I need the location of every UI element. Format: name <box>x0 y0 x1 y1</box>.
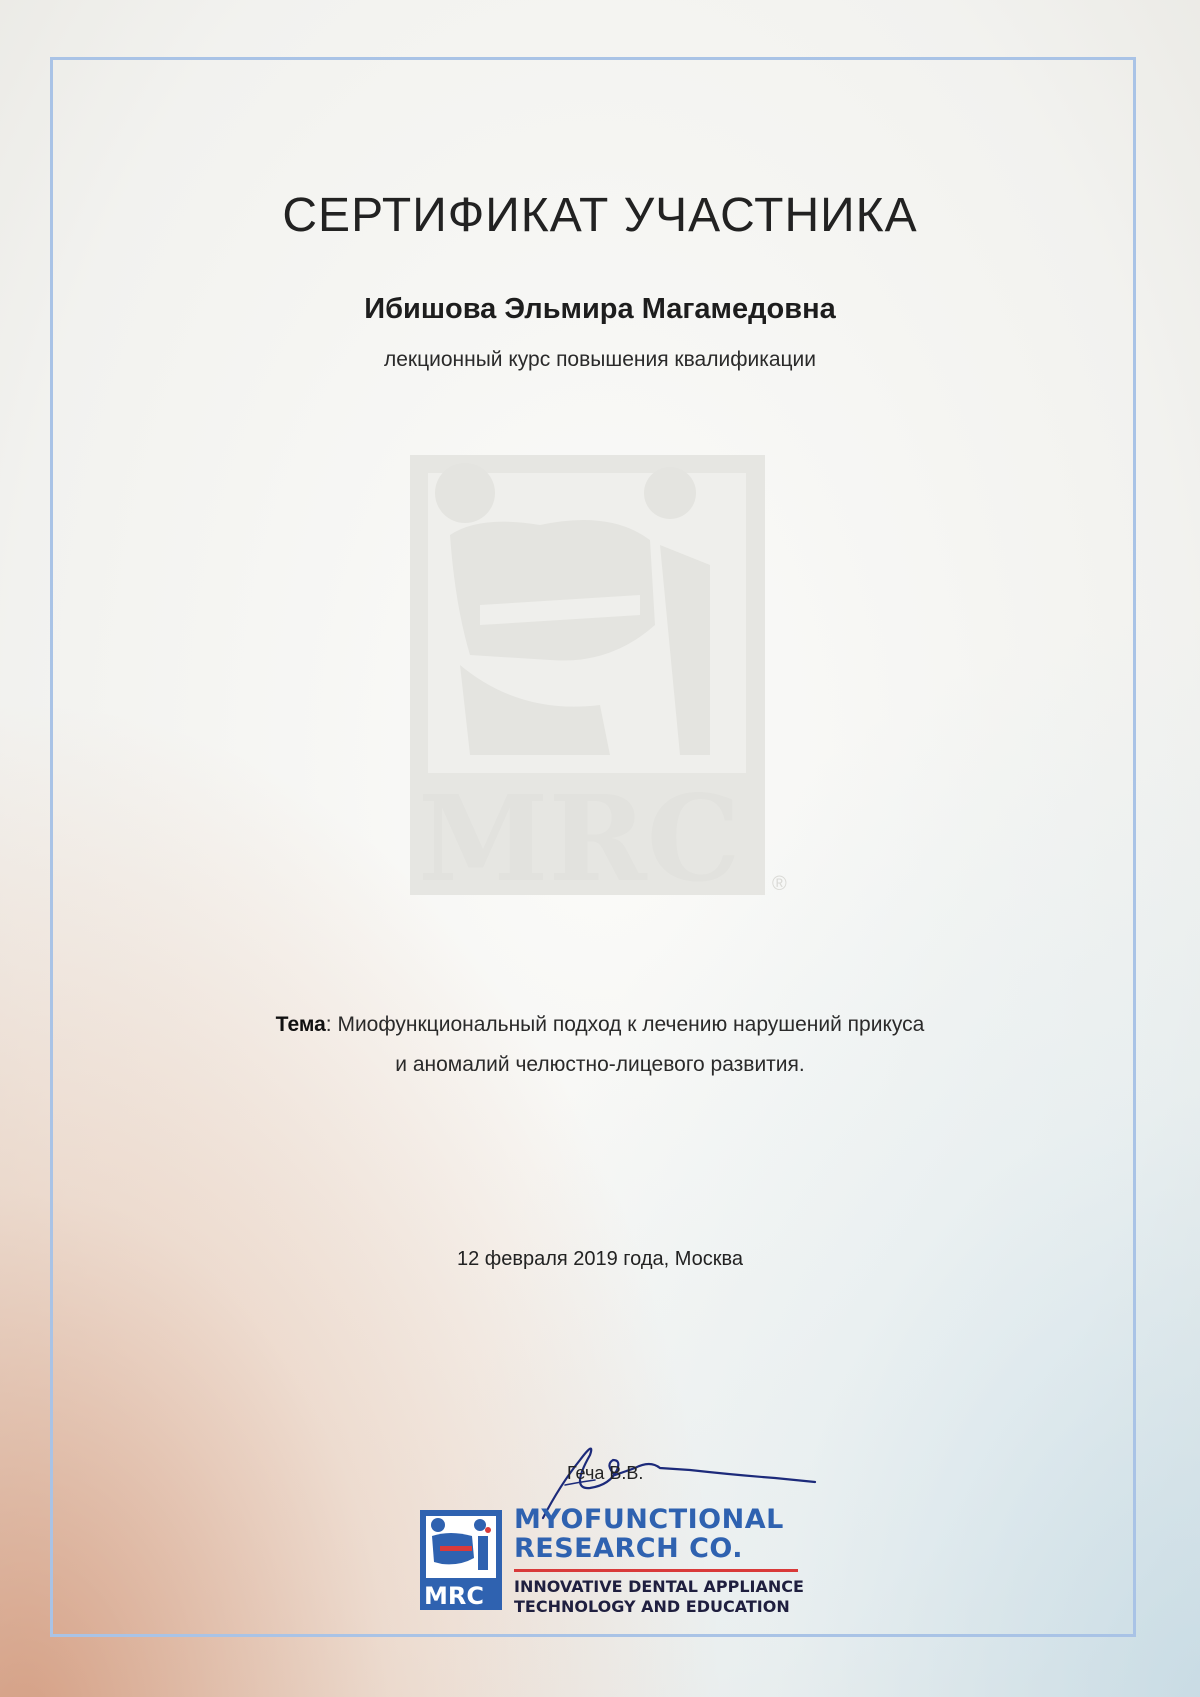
company-logo-text <box>514 1505 804 1617</box>
logo-tagline-2: TECHNOLOGY AND EDUCATION <box>514 1597 790 1616</box>
topic-line-2: и аномалий челюстно-лицевого развития. <box>395 1053 805 1076</box>
logo-line-research-co: RESEARCH CO. <box>514 1533 744 1564</box>
recipient-name: Ибишова Эльмира Магамедовна <box>364 293 836 325</box>
logo-tagline-1: INNOVATIVE DENTAL APPLIANCE <box>514 1577 804 1596</box>
logo-line-myofunctional: MYOFUNCTIONAL <box>514 1504 784 1535</box>
topic-block <box>0 1005 1200 1085</box>
course-description: лекционный курс повышения квалификации <box>383 348 817 371</box>
watermark-text: MRC <box>418 769 741 908</box>
signer-name: Геча В.В. <box>567 1463 644 1483</box>
mrc-logo-icon <box>420 1510 502 1610</box>
topic-label: Тема <box>275 1013 326 1036</box>
mrc-watermark-logo <box>410 455 800 925</box>
logo-mark-text: MRC <box>424 1582 484 1610</box>
logo-divider <box>514 1569 798 1572</box>
date-and-place: 12 февраля 2019 года, Москва <box>456 1248 744 1270</box>
topic-text-1: : Миофункциональный подход к лечению нарушений прикуса <box>325 1013 925 1036</box>
certificate-title: СЕРТИФИКАТ УЧАСТНИКА <box>282 189 918 242</box>
topic-line-1 <box>0 1005 1200 1045</box>
registered-mark: ® <box>772 873 787 895</box>
